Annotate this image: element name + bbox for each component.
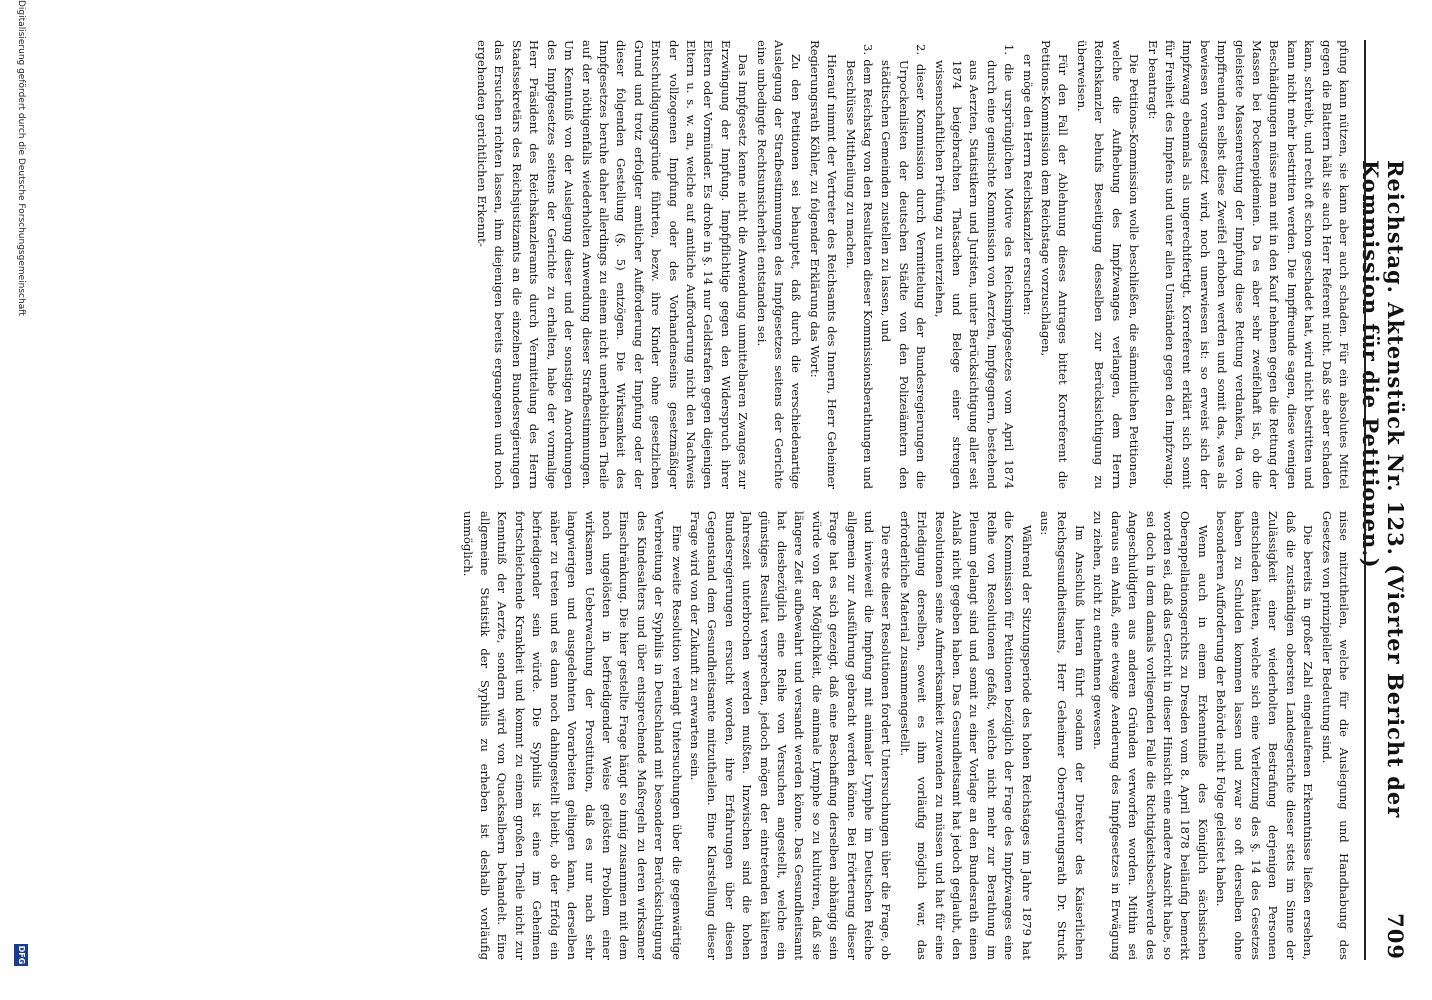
paragraph: Zu den Petitionen sei behauptet, daß durch die verschiedenartige Auslegung der Strafbestimmungen des Impfgesetzes seitens der Gerichte eine unbedingte Rechtsunsicherheit entstanden sei.: [754, 40, 804, 489]
list-item: 1. die ursprünglichen Motive des Reichsimpfgesetzes vom April 1874 durch eine gemischte Kommission von Aerzten, Impfgegnern, bestehend aus Aerzten, Statistikern und Juristen, unter Berücksichtigung aller seit 1874 beigebrachten Thatsachen und Belege einer strengen wissenschaftlichen Prüfung zu unterziehen,: [932, 44, 1017, 489]
page-header: [1358, 40, 1408, 960]
paragraph: Im Anschluß hieran führt sodann der Direktor des Kaiserlichen Reichsgesundheitsamts, Herr Geheimer Oberregierungsrath Dr. Struck aus:: [1038, 511, 1087, 960]
paragraph: Für den Fall der Ablehnung dieses Antrages bittet Korreferent die Petitions-Kommission dem Reichstage vorzuschlagen,: [1039, 40, 1071, 489]
digitization-footer: [0, 0, 32, 1000]
paragraph: er möge den Herrn Reichskanzler ersuchen:: [1020, 54, 1035, 316]
paragraph: Die Petitions-Kommission wolle beschließen, die sämmtlichen Petitionen, welche die Aufhebung des Impfzwanges verlangen, dem Herrn Reichskanzler behufs Beseitigung desselben zur Berücksichtigung zu überweisen.: [1074, 40, 1142, 489]
dfg-logo: DFG: [14, 944, 28, 966]
header-rule: [1364, 40, 1366, 960]
paragraph: Die bereits in großer Zahl eingelaufenen Erkenntnisse ließen ersehen, daß die zuständigen obersten Landesgerichte dieser stets im Sinne der Zulässigkeit einer wiederholten Bestrafung derjenigen Personen entschieden hätten, welche sich eine Verletzung des §. 14 des Gesetzes haben zu Schulden kommen lassen und zwar so oft derselben ohne besonderen Aufforderung der Behörde nicht Folge geleistet haben.: [1214, 511, 1316, 960]
paragraph: Eine zweite Resolution verlangt Untersuchungen über die gegenwärtige Verbreitung der Syphilis in Deutschland mit besonderer Berücksichtigung des Kindesalters und über entsprechende Maßregeln zu deren wirksamer Einschränkung. Die hier gestellte Frage hängt so innig zusammen mit dem noch ungelösten in befriedigender Weise gelösten Problem einer wirksamen Ueberwachung der Prostitution, daß es nur nach sehr langwierigen und ausgedehnten Vorarbeiten gelingen kann, derselben näher zu treten und es dann noch dahingestellt bleibt, ob der Erfolg ein befriedigender sein würde. Die Syphilis ist eine im Geheimen fortschleichende Krankheit und kommt zu einem großen Theile nicht zur Kenntniß der Aerzte, sondern wird von Quacksalbern behandelt. Eine allgemeine Statistik der Syphilis zu erheben ist deshalb vorläufig unmöglich.: [460, 511, 684, 960]
paragraph: Wenn auch in einem Erkenntniße des Königlich sächsischen Oberappellationsgerichts zu Dresden vom 8. April 1878 beiläufig bemerkt worden sei, daß das Gericht in dieser Hinsicht eine andere Ansicht habe, so sei doch in dem damals vorliegenden Falle die Richtigkeitsbeschwerde des Angeschuldigten aus anderen Gründen verworfen worden. Mithin sei daraus ein Anlaß, eine etwaige Aenderung des Impfgesetzes in Erwägung zu ziehen, nicht zu entnehmen gewesen.: [1091, 511, 1210, 960]
text-column-right: [230, 511, 1352, 960]
paragraph: Die erste dieser Resolutionen fordert Untersuchungen über die Frage, ob und inwieweit die Impfung mit animaler Lymphe im Deutschen Reiche allgemein zur Ausführung gebracht werden könne. Bei Erörterung dieser Frage hat es sich gezeigt, daß eine Beschaffung derselben abhängig sein würde von der Möglichkeit, die animale Lymphe so zu kultiviren, daß sie längere Zeit aufbewahrt und versandt werden könne. Das Gesundheitsamt hat diesbezüglich eine Reihe von Versuchen angestellt, welche ein günstiges Resultat versprechen, jedoch mögen der eintretenden kälteren Jahreszeit unterbrochen werden mußten. Inzwischen sind die hohen Bundesregierungen ersucht worden, ihre Erfahrungen über diesen Gegenstand dem Gesundheitsamte mitzutheilen. Eine Klarstellung dieser Frage wird von der Zukunft zu erwarten sein.: [687, 511, 894, 960]
text-columns: [230, 40, 1352, 960]
paragraph: Hierauf nimmt der Vertreter des Reichsamts des Innern, Herr Geheimer Regierungsrath Köhler, zu folgender Erklärung das Wort:: [807, 40, 840, 489]
text-column-left: [230, 40, 1352, 489]
list-item: 3. dem Reichstag von den Resultaten dieser Kommissionsberathungen und Beschlüsse Mittheilung zu machen.: [843, 44, 876, 489]
paragraph: Das Impfgesetz kenne nicht die Anwendung unmittelbaren Zwanges zur Erzwingung der Impfung. Impfpflichtige gegen den Widerspruch ihrer Eltern oder Vormünder. Es drohe in §. 14 nur Geldstrafen gegen diejenigen Eltern u. s. w. an, welche auf amtliche Aufforderung nicht den Nachweis der vollzogenen Impfung oder des Vorhandenseins gesetzmäßiger Entschuldigungsgründe führten, bezw. ihre Kinder ohne gesetzlichen Grund und trotz erfolgter amtlicher Aufforderung der Impfung oder der dieser folgenden Gestellung (§. 5) entzögen. Die Wirksamkeit des Impfgesetzes beruhe daher allerdings zu einem nicht unerheblichen Theile auf der nöthigenfalls wiederholten Anwendung dieser Strafbestimmungen. Um Kenntniß von der Auslegung dieser und der sonstigen Anordnungen des Impfgesetzes seitens der Gerichte zu erhalten, habe der vormalige Herr Präsident des Reichskanzleramts durch Vermittelung des Herrn Staatssekretärs des Reichsjustizamts an die einzelnen Bundesregierungen das Ersuchen richten lassen, ihm diejenigen bereits ergangenen und noch ergehenden gerichtlichen Erkennt-: [475, 40, 751, 489]
running-head: Reichstag. Aktenstück Nr. 123. (Vierter Bericht der Kommission für die Petitionen.): [1358, 160, 1408, 819]
paragraph: Während der Sitzungsperiode des hohen Reichstages im Jahre 1879 hat die Kommission für Petitionen bezüglich der Frage des Impfzwanges eine Reihe von Resolutionen gefaßt, welche nicht mehr zur Berathung im Plenum gelangt sind und somit zu einer Vorlage an den Bundesrath einen Anlaß nicht gegeben haben. Das Gesundheitsamt hat jedoch geglaubt, den Resolutionen seine Aufmerksamkeit zuwenden zu müssen und hat für eine Erledigung derselben, soweit es ihm vorläufig möglich war, das erforderliche Material zusammengestellt.: [897, 511, 1034, 960]
digitization-note: Digitalisierung gefördert durch die Deutsche Forschungsgemeinschaft: [16, 0, 26, 316]
paragraph: pfung kann nützen, sie kann aber auch schaden. Für ein absolutes Mittel gegen die Blattern hält sie auch Herr Referent nicht. Daß sie aber schaden kann, schreibt, und recht oft schon geschadet hat, wird nicht bestritten und kann nicht mehr bestritten werden. Die Impffreunde sagen, diese wenigen Beschädigungen müsse man mit in den Kauf nehmen gegen die Rettung der Massen bei Pockenepidemien. Da es aber sehr zweifelhaft ist, ob die geleistete Massenrettung der Impfung diese Rettung verdanken, da von Impffreunden selbst diese Zweifel erhoben werden und somit das, was als bewiesen vorausgesetzt wird, noch unerwiesen ist: so erweist sich der Impfzwang ebenmals als ungerechtfertigt. Korreferent erklärt sich somit für Freiheit des Impfens und unter allen Umständen gegen den Impfzwang. Er beantragt:: [1145, 40, 1351, 489]
page-number: 709: [1383, 913, 1408, 960]
paragraph: nisse mitzutheilen, welche für die Auslegung und Handhabung des Gesetzes von prinzipieller Bedeutung sind.: [1319, 511, 1351, 960]
list-item: 2. dieser Kommission durch Vermittelung der Bundesregierungen die Urpockenlisten der deutschen Städte von den Polizeiämtern den städtischen Gemeinden zustellen zu lassen, und: [879, 44, 929, 489]
